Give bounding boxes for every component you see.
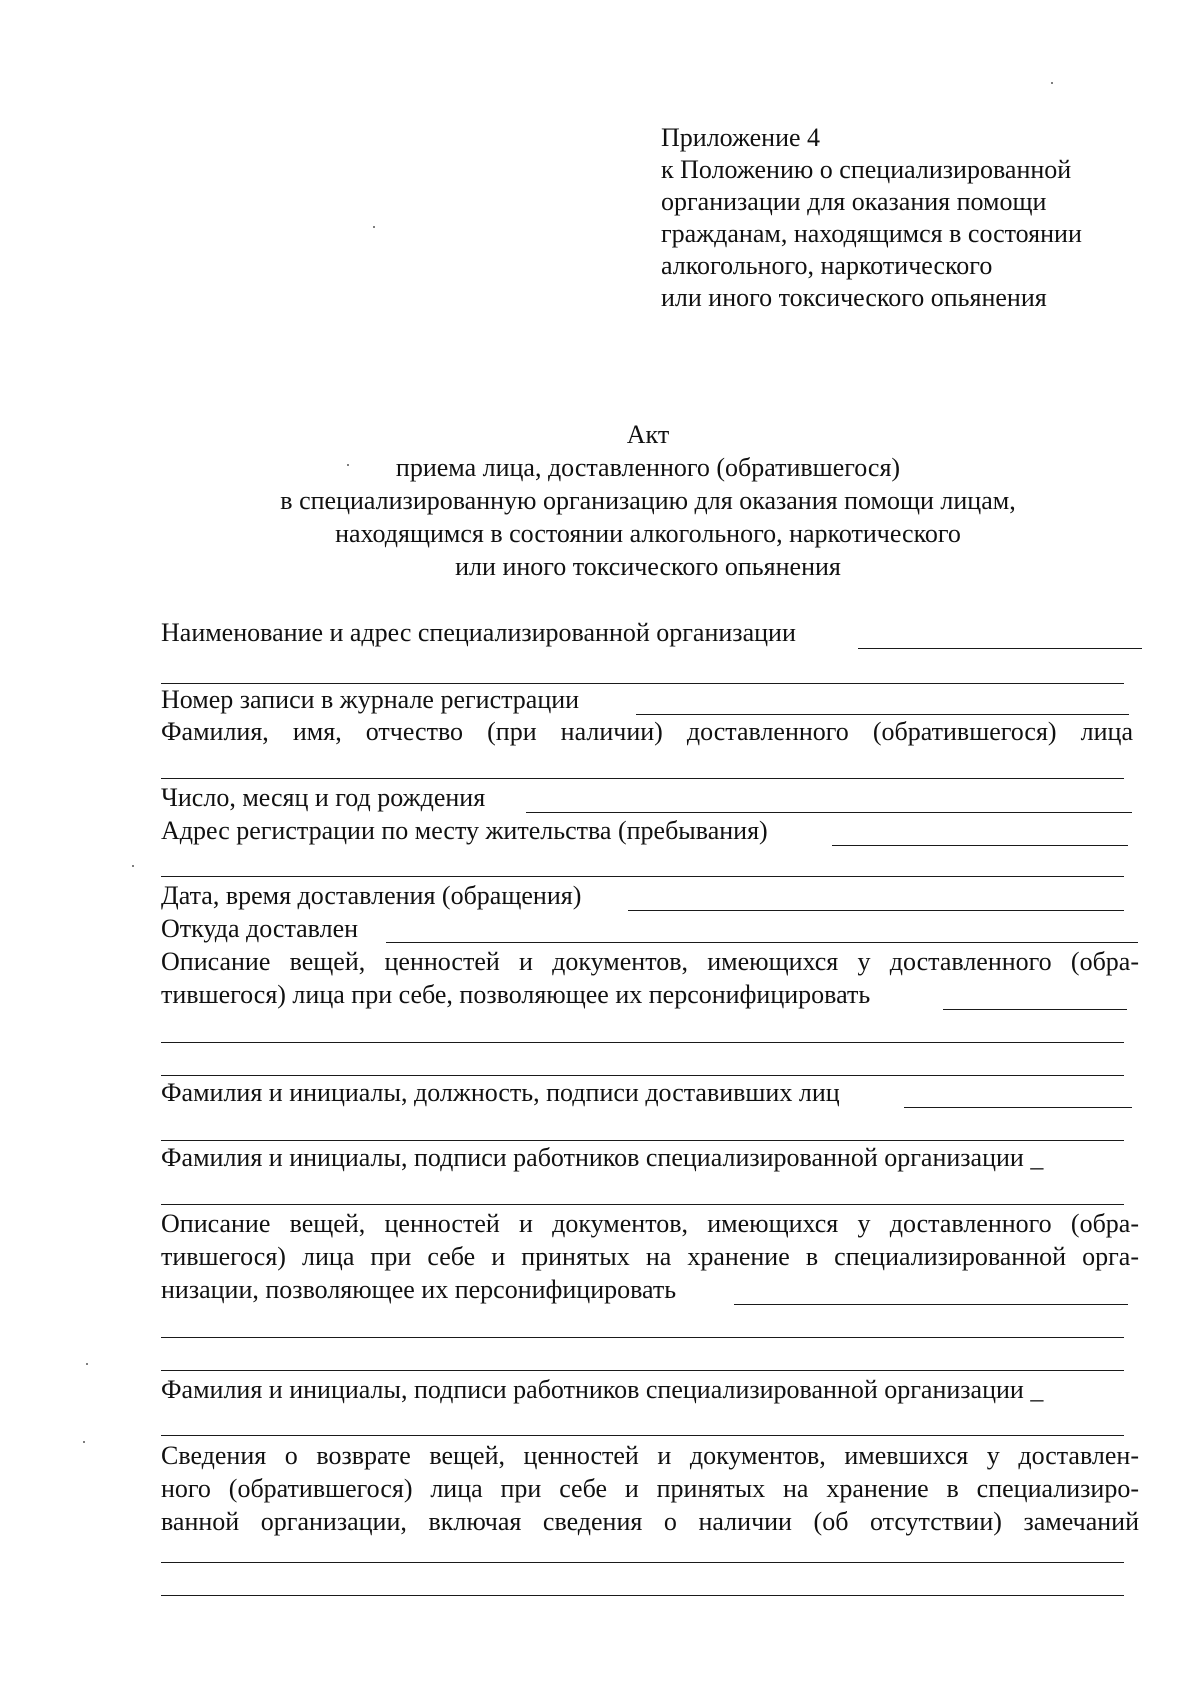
full-name-label: Фамилия, имя, отчество (при наличии) доставленного (обратившегося) лица xyxy=(161,717,1133,746)
address-label: Адрес регистрации по месту жительства (пребывания) xyxy=(161,816,768,845)
items-description-label: Описание вещей, ценностей и документов, имеющихся у доставленного (обра- xyxy=(161,947,1139,976)
record-number-label: Номер записи в журнале регистрации xyxy=(161,685,580,714)
stored-items-field-line3[interactable] xyxy=(161,1370,1124,1371)
scan-speck xyxy=(132,865,134,867)
record-number-field[interactable] xyxy=(636,714,1129,715)
title-line: или иного токсического опьянения xyxy=(455,552,841,581)
return-info-label: Сведения о возврате вещей, ценностей и документов, имевшихся у доставлен- xyxy=(161,1441,1139,1470)
delivery-date-label: Дата, время доставления (обращения) xyxy=(161,881,582,910)
scan-speck xyxy=(83,1441,85,1443)
deliverers-field-line2[interactable] xyxy=(161,1140,1124,1141)
items-description-field-line2[interactable] xyxy=(161,1042,1124,1043)
scan-speck xyxy=(1051,82,1053,84)
items-description-label: тившегося) лица при себе, позволяющее их персонифицировать xyxy=(161,980,871,1009)
scan-speck xyxy=(373,226,375,228)
title-line: приема лица, доставленного (обратившегося) xyxy=(395,453,901,482)
stored-items-label: Описание вещей, ценностей и документов, имеющихся у доставленного (обра- xyxy=(161,1209,1139,1238)
birth-date-label: Число, месяц и год рождения xyxy=(161,783,486,812)
stored-items-label: низации, позволяющее их персонифицировать xyxy=(161,1275,677,1304)
stored-items-field-line2[interactable] xyxy=(161,1337,1124,1338)
return-info-label: ванной организации, включая сведения о наличии (об отсутствии) замечаний xyxy=(161,1507,1139,1536)
appendix-line: гражданам, находящимся в состоянии xyxy=(661,219,1082,248)
staff-signatures-label: Фамилия и инициалы, подписи работников специализированной организации _ xyxy=(161,1375,1044,1404)
return-info-label: ного (обратившегося) лица при себе и принятых на хранение в специализиро- xyxy=(161,1474,1139,1503)
appendix-line: алкогольного, наркотического xyxy=(661,251,993,280)
staff-signatures-field[interactable] xyxy=(161,1435,1124,1436)
return-info-field[interactable] xyxy=(161,1562,1124,1563)
from-where-field[interactable] xyxy=(386,942,1138,943)
return-info-field-line2[interactable] xyxy=(161,1595,1124,1596)
title-line: находящимся в состоянии алкогольного, наркотического xyxy=(335,519,961,548)
address-field-line2[interactable] xyxy=(161,876,1124,877)
from-where-label: Откуда доставлен xyxy=(161,914,359,943)
title-line: в специализированную организацию для оказания помощи лицам, xyxy=(280,486,1016,515)
appendix-line: организации для оказания помощи xyxy=(661,187,1047,216)
appendix-title: Приложение 4 xyxy=(661,123,821,152)
deliverers-label: Фамилия и инициалы, должность, подписи доставивших лиц xyxy=(161,1078,840,1107)
birth-date-field[interactable] xyxy=(526,812,1132,813)
deliverers-field[interactable] xyxy=(904,1107,1132,1108)
appendix-line: или иного токсического опьянения xyxy=(661,283,1047,312)
staff-signatures-label: Фамилия и инициалы, подписи работников специализированной организации _ xyxy=(161,1143,1044,1172)
stored-items-label: тившегося) лица при себе и принятых на хранение в специализированной орга- xyxy=(161,1242,1139,1271)
appendix-line: к Положению о специализированной xyxy=(661,155,1072,184)
delivery-date-field[interactable] xyxy=(628,910,1124,911)
title-heading: Акт xyxy=(626,420,670,449)
org-name-field[interactable] xyxy=(858,648,1142,649)
staff-signatures-field[interactable] xyxy=(161,1204,1124,1205)
stored-items-field[interactable] xyxy=(734,1304,1128,1305)
address-field[interactable] xyxy=(832,845,1128,846)
full-name-field[interactable] xyxy=(161,778,1124,779)
items-description-field[interactable] xyxy=(943,1009,1127,1010)
items-description-field-line3[interactable] xyxy=(161,1075,1124,1076)
scan-speck xyxy=(347,464,349,466)
scan-speck xyxy=(86,1363,88,1365)
org-name-label: Наименование и адрес специализированной организации xyxy=(161,618,796,647)
